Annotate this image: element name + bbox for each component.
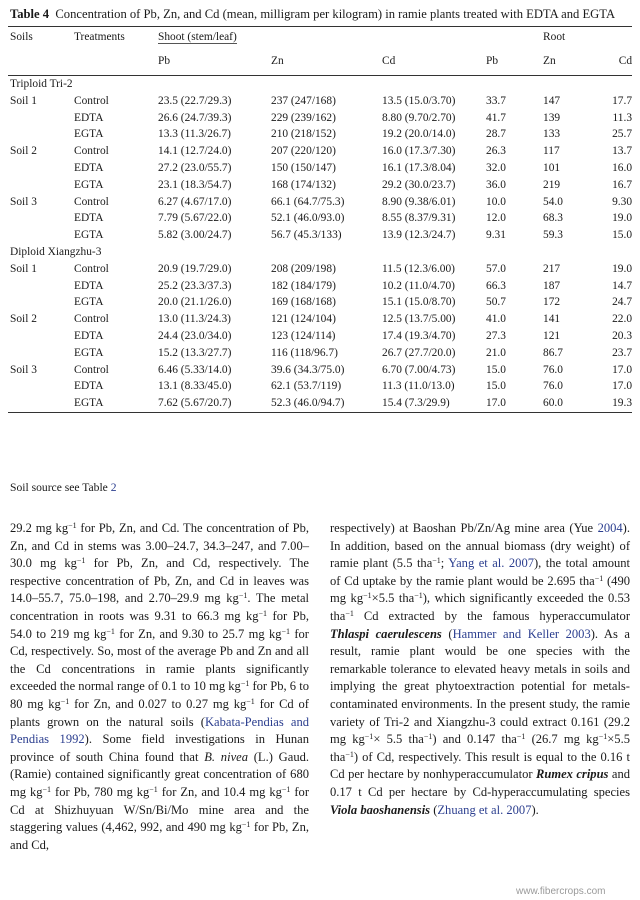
text-run: (L.) Gaud. (Ramie) contained significantly great concentration of 680 mg kg (10, 749, 309, 799)
shoot-zn-cell: 210 (218/152) (271, 128, 336, 141)
text-run: for Cd, respectively. So, most of the average Pb and Zn and all the Cd concentrations in ramie plants significantly exceeded the normal range of 0.1 to 10 mg kg (10, 626, 309, 694)
table-footnote (10, 481, 117, 494)
treatment-cell: EGTA (74, 346, 104, 359)
root-zn-cell: 76.0 (543, 363, 563, 376)
root-cd-cell: 19.0 (612, 262, 633, 275)
header-row-1 (8, 27, 632, 48)
text-run: 29.2 mg kg (10, 521, 69, 535)
root-pb-cell: 33.7 (486, 94, 506, 107)
text-run: ×5.5 tha (330, 732, 630, 764)
treatment-cell: EDTA (74, 279, 104, 292)
text-run: for Pb, Zn, and Cd, respectively. The respective concentration of Pb, Zn, and Cd in leaves was 14.0–55.7, 75.0–198, and 2.70–29.9 mg kg (10, 556, 309, 606)
treatment-cell: Control (74, 363, 109, 376)
root-pb-cell: 15.0 (486, 363, 506, 376)
body-column-right (330, 520, 630, 819)
root-zn-cell: 217 (543, 262, 561, 275)
text-run: ) and 0.147 tha (432, 732, 517, 747)
root-cd-cell: 17.0 (612, 363, 633, 376)
root-cd-cell: 15.0 (612, 229, 633, 242)
text-run: and 0.17 t Cd per hectare by Cd-hyperaccumulating species (330, 767, 630, 799)
root-pb-cell: 36.0 (486, 178, 506, 191)
text-run: for Pb, 6 to 80 mg kg (10, 679, 309, 711)
species-name: Rumex cripus (535, 767, 609, 782)
shoot-zn-cell: 52.1 (46.0/93.0) (271, 212, 345, 225)
text-run: ), the total amount of Cd uptake by the ramie plant would be 2.695 tha (330, 556, 631, 588)
superscript: −1 (60, 696, 70, 706)
text-run: (490 mg kg (330, 573, 631, 606)
table-row (8, 378, 632, 395)
table-row (8, 143, 632, 160)
shoot-zn-cell: 116 (118/96.7) (271, 346, 338, 359)
shoot-cd-cell: 11.3 (11.0/13.0) (382, 380, 455, 393)
superscript: −1 (423, 732, 433, 742)
text-run: for Zn, and 0.027 to 0.27 mg kg (69, 696, 247, 711)
root-cd-cell: 25.7 (612, 128, 633, 141)
table-row (8, 278, 632, 295)
root-pb-cell: 12.0 (486, 212, 506, 225)
group-label: Triploid Tri-2 (10, 78, 73, 90)
shoot-pb-cell: 20.9 (19.7/29.0) (158, 262, 232, 275)
table-row (8, 210, 632, 227)
table-row (8, 160, 632, 177)
superscript: −1 (241, 820, 251, 830)
header-shoot-cd: Cd (382, 47, 486, 76)
header-shoot-label: Shoot (stem/leaf) (158, 31, 237, 43)
table-row (8, 93, 632, 110)
text-run: ). As a result, ramie plant would be one species with the remarkable tolerance to elevated heavy metals in soils and implying the great phytoextraction potential for metals-contaminated environments. In the present study, the ramie variety of Tri-2 and Xiangzhu-3 could extract 0.161 (29.2 mg kg (330, 626, 630, 747)
footnote-table-link[interactable]: 2 (110, 481, 117, 494)
root-cd-cell: 16.7 (612, 178, 633, 191)
shoot-cd-cell: 8.90 (9.38/6.01) (382, 195, 456, 208)
root-pb-cell: 32.0 (486, 161, 506, 174)
soil-cell (8, 160, 74, 177)
soil-cell: Soil 2 (10, 313, 37, 326)
species-name: Thlaspi caerulescens (330, 626, 442, 641)
root-zn-cell: 139 (543, 111, 561, 124)
root-cd-cell: 20.3 (612, 329, 633, 342)
text-run: for Cd of plants grown on the natural soils ( (10, 696, 309, 729)
root-zn-cell: 117 (543, 145, 560, 158)
treatment-cell: EDTA (74, 212, 104, 225)
species-name: Viola baoshanensis (330, 802, 431, 817)
header-shoot-pb: Pb (158, 47, 271, 76)
text-run: (26.7 mg kg (525, 732, 599, 747)
text-run: ×5.5 tha (371, 591, 415, 606)
text-run: for Zn, and 10.4 mg kg (157, 784, 282, 799)
header-root-zn: Zn (543, 47, 595, 76)
root-cd-cell: 24.7 (612, 296, 633, 309)
root-pb-cell: 41.7 (486, 111, 506, 124)
root-pb-cell: 26.3 (486, 145, 506, 158)
root-zn-cell: 76.0 (543, 380, 563, 393)
treatment-cell: EGTA (74, 178, 104, 191)
superscript: −1 (594, 573, 604, 583)
superscript: −1 (363, 591, 372, 601)
root-cd-cell: 17.0 (612, 380, 633, 393)
text-run: for Cd at Shizhuyuan W/Sn/Bi/Mo mine area and the staggering values (4,462, 992, and 490 mg kg (10, 784, 309, 835)
header-shoot-zn: Zn (271, 47, 382, 76)
root-pb-cell: 27.3 (486, 329, 506, 342)
header-root-label: Root (543, 31, 566, 43)
soil-cell: Soil 1 (10, 262, 37, 275)
root-pb-cell: 57.0 (486, 262, 506, 275)
superscript: −1 (240, 679, 250, 689)
soil-cell (8, 378, 74, 395)
root-cd-cell: 19.0 (612, 212, 633, 225)
treatment-cell: Control (74, 145, 109, 158)
shoot-pb-cell: 7.62 (5.67/20.7) (158, 395, 271, 412)
shoot-pb-cell: 7.79 (5.67/22.0) (158, 212, 232, 225)
soil-cell (8, 294, 74, 311)
table-row (8, 194, 632, 211)
soil-cell (8, 126, 74, 143)
treatment-cell: EGTA (74, 296, 104, 309)
table-row (8, 311, 632, 328)
root-pb-cell: 21.0 (486, 346, 506, 359)
table-row (8, 126, 632, 143)
treatment-cell: EDTA (74, 111, 104, 124)
table-caption (10, 6, 630, 22)
root-zn-cell: 101 (543, 161, 561, 174)
group-label: Diploid Xiangzhu-3 (10, 245, 102, 258)
shoot-cd-cell: 13.5 (15.0/3.70) (382, 94, 456, 107)
root-cd-cell: 23.7 (612, 346, 633, 359)
shoot-zn-cell: 182 (184/179) (271, 279, 336, 292)
treatment-cell: Control (74, 262, 109, 275)
root-pb-cell: 28.7 (486, 128, 506, 141)
soil-cell (8, 227, 74, 244)
text-run: . The metal concentration in roots was 9.31 to 66.3 mg kg (10, 591, 309, 623)
root-pb-cell: 10.0 (486, 195, 506, 208)
table-row (8, 328, 632, 345)
table-row (8, 345, 632, 362)
shoot-zn-cell: 56.7 (45.3/133) (271, 229, 342, 242)
root-cd-cell: 13.7 (612, 145, 633, 158)
text-run: ; (440, 556, 449, 571)
text-run: ) of Cd, respectively. This result is equal to the 0.16 t Cd per hectare by nonhyperaccumulator (330, 749, 630, 782)
shoot-zn-cell: 208 (209/198) (271, 262, 336, 275)
citation-link[interactable]: Yang et al. 2007 (448, 556, 534, 571)
superscript: −1 (516, 732, 526, 742)
root-pb-cell: 17.0 (486, 395, 543, 412)
root-zn-cell: 147 (543, 94, 561, 107)
soil-cell (8, 110, 74, 127)
text-run: ( (430, 802, 438, 817)
root-pb-cell: 15.0 (486, 380, 506, 393)
text-run: respectively) at Baoshan Pb/Zn/Ag mine area (Yue (330, 521, 598, 535)
shoot-pb-cell: 23.1 (18.3/54.7) (158, 178, 232, 191)
soil-cell: Soil 1 (10, 94, 37, 107)
header-treatments: Treatments (74, 27, 158, 48)
table-row (8, 294, 632, 311)
shoot-zn-cell: 123 (124/114) (271, 329, 336, 342)
shoot-cd-cell: 6.70 (7.00/4.73) (382, 363, 456, 376)
root-cd-cell: 11.3 (612, 111, 633, 124)
superscript: −1 (281, 626, 291, 636)
superscript: −1 (432, 556, 441, 566)
root-zn-cell: 141 (543, 313, 561, 326)
shoot-cd-cell: 12.5 (13.7/5.00) (382, 313, 456, 326)
treatment-cell: Control (74, 94, 109, 107)
shoot-zn-cell: 121 (124/104) (271, 313, 336, 326)
shoot-zn-cell: 169 (168/168) (271, 296, 336, 309)
text-run: for Zn, and 9.30 to 25.7 mg kg (114, 626, 282, 641)
shoot-pb-cell: 5.82 (3.00/24.7) (158, 229, 232, 242)
superscript: −1 (364, 732, 374, 742)
shoot-cd-cell: 29.2 (30.0/23.7) (382, 178, 456, 191)
shoot-zn-cell: 229 (239/162) (271, 111, 336, 124)
root-pb-cell: 9.31 (486, 229, 506, 242)
text-run: ), which significantly exceeded the 0.53 tha (330, 591, 630, 623)
caption-text: Concentration of Pb, Zn, and Cd (mean, milligram per kilogram) in ramie plants treated with EDTA and EGTA (55, 7, 616, 21)
text-run: for Pb, 780 mg kg (51, 784, 150, 799)
superscript: −1 (149, 784, 158, 794)
shoot-zn-cell: 66.1 (64.7/75.3) (271, 195, 345, 208)
citation-link[interactable]: Hammer and Keller 2003 (452, 626, 591, 641)
root-pb-cell: 66.3 (486, 279, 506, 292)
root-zn-cell: 121 (543, 329, 561, 342)
shoot-cd-cell: 17.4 (19.3/4.70) (382, 329, 456, 342)
superscript: −1 (281, 784, 291, 794)
body-paragraph-left (10, 520, 309, 854)
soil-cell: Soil 2 (10, 145, 37, 158)
soil-cell (8, 210, 74, 227)
shoot-cd-cell: 10.2 (11.0/4.70) (382, 279, 455, 292)
root-zn-cell: 59.3 (543, 229, 563, 242)
text-run: ). (531, 802, 539, 817)
superscript: −1 (68, 521, 77, 530)
shoot-pb-cell: 14.1 (12.7/24.0) (158, 145, 232, 158)
shoot-cd-cell: 15.4 (7.3/29.9) (382, 395, 486, 412)
header-soils: Soils (8, 27, 74, 48)
table-row (8, 177, 632, 194)
treatment-cell: EGTA (74, 229, 104, 242)
watermark-text: www.fibercrops.com (516, 886, 606, 897)
shoot-zn-cell: 207 (220/120) (271, 145, 336, 158)
group-row (8, 244, 632, 261)
root-cd-cell: 14.7 (612, 279, 633, 292)
soil-cell (8, 278, 74, 295)
soil-cell: Soil 3 (10, 363, 37, 376)
header-row-2 (8, 47, 632, 76)
shoot-cd-cell: 19.2 (20.0/14.0) (382, 128, 456, 141)
shoot-cd-cell: 8.80 (9.70/2.70) (382, 111, 456, 124)
root-pb-cell: 50.7 (486, 296, 506, 309)
root-cd-cell: 19.3 (595, 395, 632, 412)
treatment-cell: EDTA (74, 380, 104, 393)
shoot-pb-cell: 26.6 (24.7/39.3) (158, 111, 232, 124)
shoot-pb-cell: 15.2 (13.3/27.7) (158, 346, 232, 359)
root-zn-cell: 133 (543, 128, 561, 141)
root-cd-cell: 22.0 (612, 313, 633, 326)
shoot-pb-cell: 27.2 (23.0/55.7) (158, 161, 232, 174)
shoot-cd-cell: 13.9 (12.3/24.7) (382, 229, 456, 242)
shoot-zn-cell: 237 (247/168) (271, 94, 336, 107)
header-root-pb: Pb (486, 47, 543, 76)
table-row (8, 227, 632, 244)
root-zn-cell: 187 (543, 279, 561, 292)
shoot-cd-cell: 16.0 (17.3/7.30) (382, 145, 456, 158)
table-row (8, 261, 632, 278)
root-zn-cell: 172 (543, 296, 561, 309)
treatment-cell: EGTA (74, 128, 104, 141)
superscript: −1 (42, 784, 52, 794)
soil-cell (8, 395, 74, 412)
root-cd-cell: 17.7 (612, 94, 633, 107)
superscript: −1 (238, 591, 248, 601)
caption-label: Table 4 (10, 7, 50, 21)
shoot-pb-cell: 6.27 (4.67/17.0) (158, 195, 232, 208)
species-name: B. nivea (204, 749, 248, 764)
root-cd-cell: 16.0 (612, 161, 633, 174)
shoot-cd-cell: 26.7 (27.7/20.0) (382, 346, 456, 359)
superscript: −1 (345, 749, 354, 759)
superscript: −1 (246, 696, 255, 706)
shoot-zn-cell: 150 (150/147) (271, 161, 336, 174)
shoot-zn-cell: 62.1 (53.7/119) (271, 380, 342, 393)
table-row (8, 395, 632, 412)
superscript: −1 (414, 591, 423, 601)
shoot-zn-cell: 52.3 (46.0/94.7) (271, 395, 382, 412)
superscript: −1 (106, 626, 115, 636)
shoot-cd-cell: 8.55 (8.37/9.31) (382, 212, 456, 225)
citation-link[interactable]: Kabata-Pendias and Pendias 1992 (10, 714, 309, 747)
soil-cell (8, 177, 74, 194)
root-zn-cell: 219 (543, 178, 561, 191)
root-zn-cell: 54.0 (543, 195, 563, 208)
shoot-pb-cell: 20.0 (21.1/26.0) (158, 296, 232, 309)
header-root (543, 27, 632, 48)
treatment-cell: EDTA (74, 161, 104, 174)
treatment-cell: Control (74, 313, 109, 326)
superscript: −1 (258, 608, 268, 618)
shoot-cd-cell: 15.1 (15.0/8.70) (382, 296, 456, 309)
shoot-zn-cell: 168 (174/132) (271, 178, 336, 191)
root-cd-cell: 9.30 (612, 195, 633, 208)
root-pb-cell: 41.0 (486, 313, 506, 326)
shoot-zn-cell: 39.6 (34.3/75.0) (271, 363, 345, 376)
shoot-pb-cell: 13.0 (11.3/24.3) (158, 313, 231, 326)
text-run: for Pb, 54.0 to 219 mg kg (10, 608, 309, 641)
soil-cell (8, 345, 74, 362)
shoot-cd-cell: 11.5 (12.3/6.00) (382, 262, 455, 275)
body-paragraph-right (330, 520, 630, 819)
text-run: ). In addition, based on the annual biomass (dry weight) of ramie plant (5.5 tha (330, 521, 630, 571)
root-zn-cell: 86.7 (543, 346, 563, 359)
treatment-cell: EGTA (74, 395, 158, 412)
soil-cell (8, 328, 74, 345)
shoot-pb-cell: 23.5 (22.7/29.3) (158, 94, 232, 107)
table-row (8, 362, 632, 379)
treatment-cell: EDTA (74, 329, 104, 342)
treatment-cell: Control (74, 195, 109, 208)
superscript: −1 (598, 732, 608, 742)
root-zn-cell: 60.0 (543, 395, 595, 412)
root-zn-cell: 68.3 (543, 212, 563, 225)
data-table (8, 26, 632, 413)
citation-link[interactable]: Zhuang et al. 2007 (437, 802, 532, 817)
footnote-text: Soil source see Table (10, 481, 111, 494)
header-shoot (158, 27, 543, 48)
shoot-cd-cell: 16.1 (17.3/8.04) (382, 161, 456, 174)
text-run: for Pb, Zn, and Cd, (10, 820, 309, 852)
text-run: Cd extracted by the famous hyperaccumulator (353, 608, 630, 623)
shoot-pb-cell: 13.3 (11.3/26.7) (158, 128, 231, 141)
shoot-pb-cell: 6.46 (5.33/14.0) (158, 363, 232, 376)
shoot-pb-cell: 25.2 (23.3/37.3) (158, 279, 232, 292)
shoot-pb-cell: 24.4 (23.0/34.0) (158, 329, 232, 342)
table-row (8, 110, 632, 127)
body-column-left (10, 520, 309, 854)
text-run: ). Some field investigations in Hunan province of south China found that (10, 732, 309, 764)
superscript: −1 (76, 556, 86, 566)
group-row (8, 76, 632, 93)
text-run: for Pb, Zn, and Cd. The concentration of Pb, Zn, and Cd in stems was 3.00–24.7, 34.3–247, and 7.00–30.0 mg kg (10, 521, 309, 571)
text-run: ( (441, 626, 453, 641)
text-run: × 5.5 tha (373, 732, 424, 747)
header-root-cd: Cd (595, 47, 632, 76)
citation-link[interactable]: 2004 (597, 521, 623, 535)
shoot-pb-cell: 13.1 (8.33/45.0) (158, 380, 232, 393)
superscript: −1 (345, 608, 354, 618)
soil-cell: Soil 3 (10, 195, 37, 208)
